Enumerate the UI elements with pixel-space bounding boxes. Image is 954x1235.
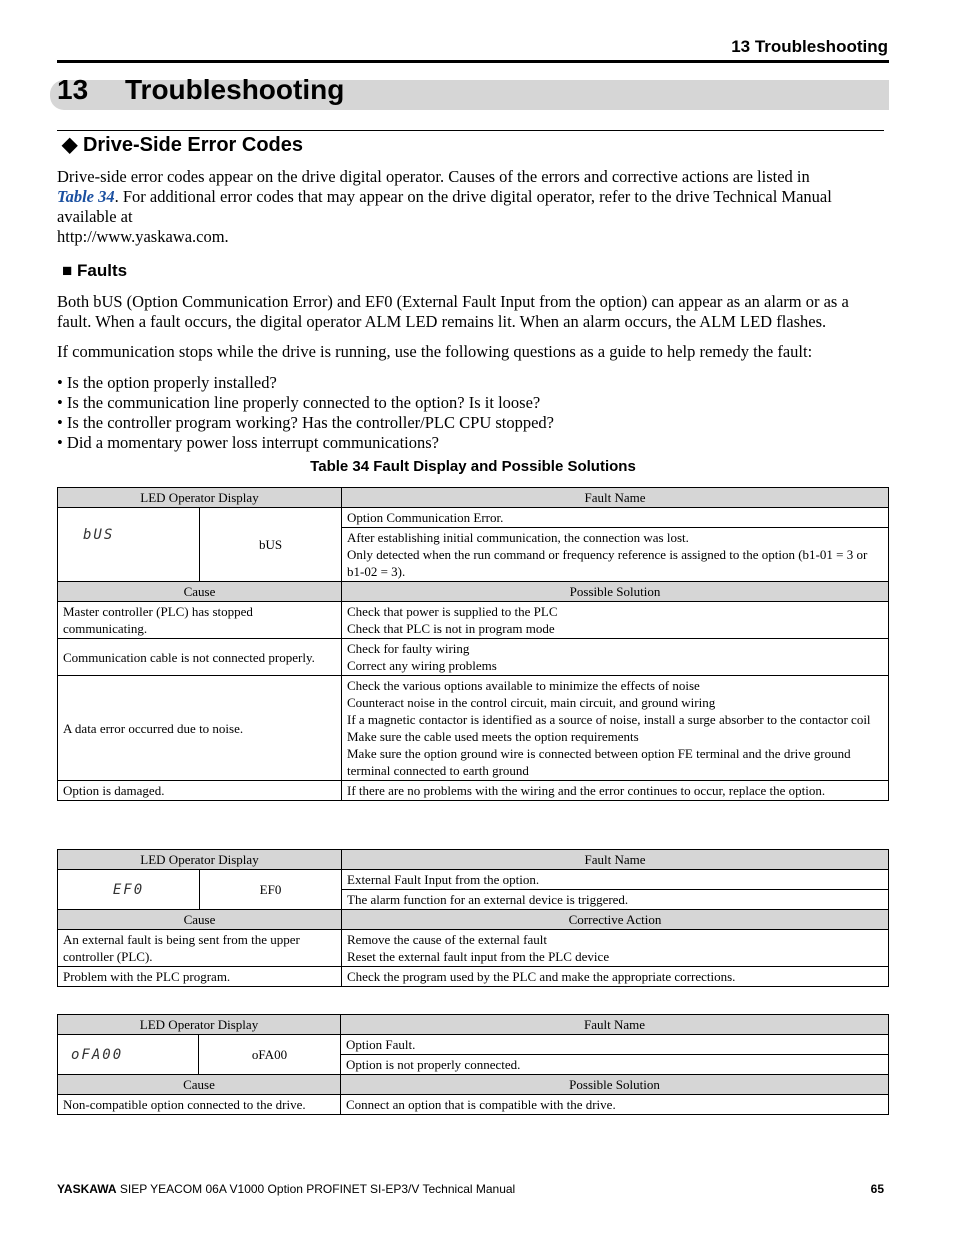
- led-display-glyph: bUS: [83, 527, 115, 543]
- table-row: [58, 1095, 889, 1115]
- solution-cell: If there are no problems with the wiring and the error continues to occur, replace the option.: [342, 781, 889, 801]
- intro-text-1: Drive-side error codes appear on the drive digital operator. Causes of the errors and corrective actions are listed in: [57, 167, 810, 186]
- header-led-display: LED Operator Display: [58, 850, 342, 870]
- header-solution: Possible Solution: [341, 1075, 889, 1095]
- table-row: [58, 488, 889, 508]
- list-item: • Did a momentary power loss interrupt communications?: [57, 433, 439, 452]
- section-rule: [57, 130, 884, 131]
- footer-document-title: [57, 1182, 515, 1196]
- footer-doc-name: SIEP YEACOM 06A V1000 Option PROFINET SI-EP3/V Technical Manual: [116, 1182, 516, 1196]
- solution-line: Counteract noise in the control circuit, main circuit, and ground wiring: [347, 695, 716, 710]
- table-row: [58, 930, 889, 967]
- table-row: [58, 639, 889, 676]
- chapter-title: [57, 74, 344, 106]
- solution-cell: Connect an option that is compatible with the drive.: [341, 1095, 889, 1115]
- list-item: • Is the controller program working? Has the controller/PLC CPU stopped?: [57, 413, 555, 432]
- intro-text-2: . For additional error codes that may appear on the drive digital operator, refer to the drive Technical Manual available at: [57, 187, 832, 226]
- section-title: [62, 132, 303, 157]
- solution-cell: [342, 930, 889, 967]
- solution-line: Correct any wiring problems: [347, 658, 497, 673]
- question-list: [57, 373, 554, 453]
- led-display-glyph: oFA00: [71, 1046, 124, 1063]
- cause-cell: Non-compatible option connected to the drive.: [58, 1095, 341, 1115]
- solution-line: Check that PLC is not in program mode: [347, 621, 555, 636]
- solution-line: Make sure the option ground wire is connected between option FE terminal and the drive ground terminal connected to earth ground: [347, 746, 851, 778]
- faults-paragraph-2: If communication stops while the drive is running, use the following questions as a guide to help remedy the fault:: [57, 342, 813, 361]
- page-number: 65: [870, 1182, 884, 1196]
- cause-cell: Option is damaged.: [58, 781, 342, 801]
- led-glyph-cell: [58, 870, 200, 910]
- header-fault-name: Fault Name: [342, 488, 889, 508]
- fault-code: oFA00: [199, 1035, 341, 1075]
- fault-description: Option is not properly connected.: [341, 1055, 889, 1075]
- led-glyph-cell: [58, 1035, 199, 1075]
- fault-code: EF0: [200, 870, 342, 910]
- table-row: [58, 508, 889, 528]
- subsection-title: [62, 261, 127, 281]
- running-header: 13 Troubleshooting: [731, 37, 888, 56]
- led-display-glyph: EF0: [112, 881, 145, 898]
- fault-table-bus: [57, 487, 889, 801]
- table-row: [58, 870, 889, 890]
- table-row: [58, 781, 889, 801]
- header-fault-name: Fault Name: [342, 850, 889, 870]
- section-title-text: Drive-Side Error Codes: [82, 134, 304, 156]
- diamond-bullet-icon: ◆: [62, 134, 78, 156]
- footer-brand: YASKAWA: [57, 1182, 117, 1196]
- solution-cell: [342, 676, 889, 781]
- header-cause: Cause: [58, 1075, 341, 1095]
- fault-code: bUS: [200, 508, 342, 582]
- solution-cell: Check the program used by the PLC and make the appropriate corrections.: [342, 967, 889, 987]
- header-solution: Possible Solution: [342, 582, 889, 602]
- cause-cell: Master controller (PLC) has stopped communicating.: [58, 602, 342, 639]
- chapter-number: 13: [57, 74, 89, 105]
- header-led-display: LED Operator Display: [58, 488, 342, 508]
- table-row: [58, 850, 889, 870]
- fault-table-ef0: [57, 849, 889, 987]
- header-solution: Corrective Action: [342, 910, 889, 930]
- solution-cell: [342, 602, 889, 639]
- table-row: [58, 1015, 889, 1035]
- table-row: [58, 1075, 889, 1095]
- solution-line: Check that power is supplied to the PLC: [347, 604, 558, 619]
- solution-line: Check the various options available to minimize the effects of noise: [347, 678, 700, 693]
- fault-description: [342, 528, 889, 582]
- fault-name: External Fault Input from the option.: [342, 870, 889, 890]
- table-row: [58, 602, 889, 639]
- fault-description-line: After establishing initial communication, the connection was lost.: [347, 530, 689, 545]
- cause-cell: A data error occurred due to noise.: [58, 676, 342, 781]
- header-fault-name: Fault Name: [341, 1015, 889, 1035]
- fault-name: Option Communication Error.: [342, 508, 889, 528]
- header-led-display: LED Operator Display: [58, 1015, 341, 1035]
- solution-line: Check for faulty wiring: [347, 641, 470, 656]
- table-34-link[interactable]: Table 34: [57, 187, 115, 206]
- fault-description-line: Only detected when the run command or frequency reference is assigned to the option (b1-01 = 3 or b1-02 = 3).: [347, 547, 868, 579]
- cause-cell: An external fault is being sent from the upper controller (PLC).: [58, 930, 342, 967]
- table-row: [58, 910, 889, 930]
- table-row: [58, 676, 889, 781]
- chapter-title-text: Troubleshooting: [125, 74, 345, 105]
- table-row: [58, 1035, 889, 1055]
- fault-table-ofa00: [57, 1014, 889, 1115]
- fault-description: The alarm function for an external device is triggered.: [342, 890, 889, 910]
- table-row: [58, 967, 889, 987]
- solution-cell: [342, 639, 889, 676]
- square-bullet-icon: ■: [62, 261, 73, 280]
- table-row: [58, 582, 889, 602]
- solution-line: Make sure the cable used meets the option requirements: [347, 729, 639, 744]
- header-rule: [57, 60, 889, 63]
- subsection-title-text: Faults: [77, 261, 128, 280]
- table-caption: Table 34 Fault Display and Possible Solutions: [310, 458, 636, 475]
- list-item: • Is the communication line properly connected to the option? Is it loose?: [57, 393, 541, 412]
- faults-paragraph-1: Both bUS (Option Communication Error) and EF0 (External Fault Input from the option) can appear as an alarm or as a fault. When a fault occurs, the digital operator ALM LED remains lit. When an alarm occurs, the ALM LED flashes.: [57, 292, 849, 331]
- list-item: • Is the option properly installed?: [57, 373, 277, 392]
- header-cause: Cause: [58, 582, 342, 602]
- cause-cell: Problem with the PLC program.: [58, 967, 342, 987]
- cause-cell: Communication cable is not connected properly.: [58, 639, 342, 676]
- header-cause: Cause: [58, 910, 342, 930]
- intro-paragraph: [57, 167, 887, 247]
- solution-line: Remove the cause of the external fault: [347, 932, 547, 947]
- solution-line: If a magnetic contactor is identified as a source of noise, install a surge absorber to the contactor coil: [347, 712, 871, 727]
- led-glyph-cell: [58, 508, 200, 582]
- solution-line: Reset the external fault input from the PLC device: [347, 949, 610, 964]
- fault-name: Option Fault.: [341, 1035, 889, 1055]
- intro-url: http://www.yaskawa.com.: [57, 227, 229, 246]
